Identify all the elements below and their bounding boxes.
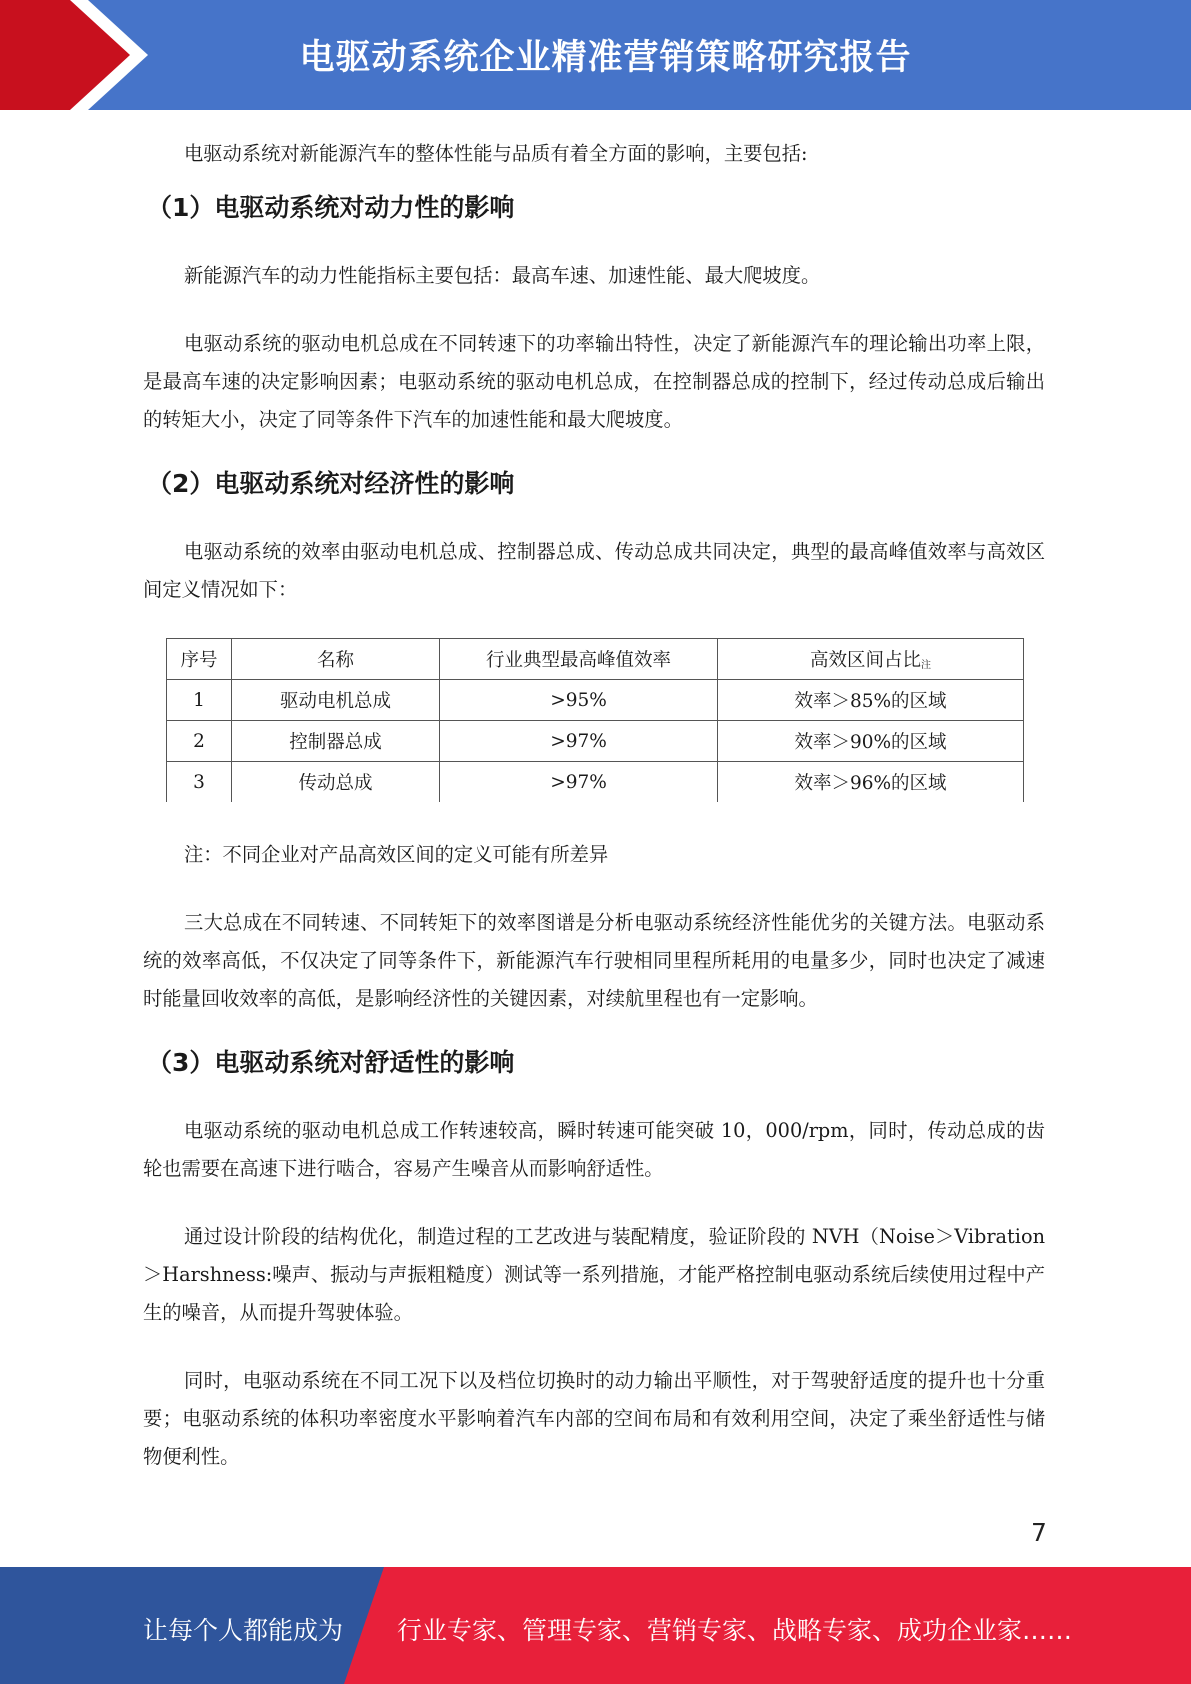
page-footer bbox=[0, 1567, 1191, 1684]
intro-paragraph: 电驱动系统对新能源汽车的整体性能与品质有着全方面的影响，主要包括: bbox=[184, 142, 808, 165]
section-heading-comfort: （3）电驱动系统对舒适性的影响 bbox=[147, 1048, 515, 1077]
power-paragraph-1: 新能源汽车的动力性能指标主要包括：最高车速、加速性能、最大爬坡度。 bbox=[184, 264, 821, 287]
table-header-label: 高效区间占比 bbox=[809, 650, 921, 671]
efficiency-table bbox=[166, 638, 1024, 802]
table-header-row bbox=[167, 639, 1024, 680]
table-row bbox=[167, 762, 1024, 803]
table-header-cell: 序号 bbox=[167, 639, 232, 680]
report-title: 电驱动系统企业精准营销策略研究报告 bbox=[299, 38, 912, 78]
table-cell: 效率＞85%的区域 bbox=[718, 680, 1024, 721]
page-body bbox=[143, 135, 1045, 1476]
footer-slogan-left: 让每个人都能成为 bbox=[143, 1616, 344, 1645]
comfort-paragraph-1: 电驱动系统的驱动电机总成工作转速较高，瞬时转速可能突破 10，000/rpm，同时，传动总成的齿轮也需要在高速下进行啮合，容易产生噪音从而影响舒适性。 bbox=[143, 1119, 1045, 1180]
table-cell: 效率＞90%的区域 bbox=[718, 721, 1024, 762]
table-cell: 传动总成 bbox=[232, 762, 440, 803]
table-cell: 驱动电机总成 bbox=[232, 680, 440, 721]
table-note: 注：不同企业对产品高效区间的定义可能有所差异 bbox=[184, 843, 609, 866]
table-row bbox=[167, 680, 1024, 721]
table-cell: 3 bbox=[167, 762, 232, 803]
table-cell: 控制器总成 bbox=[232, 721, 440, 762]
table-header-cell: 行业典型最高峰值效率 bbox=[440, 639, 718, 680]
section-heading-economy: （2）电驱动系统对经济性的影响 bbox=[147, 469, 515, 498]
table-cell: >97% bbox=[440, 721, 718, 762]
table-cell: >95% bbox=[440, 680, 718, 721]
table-cell: 2 bbox=[167, 721, 232, 762]
table-row bbox=[167, 721, 1024, 762]
power-paragraph-2: 电驱动系统的驱动电机总成在不同转速下的功率输出特性，决定了新能源汽车的理论输出功率上限，是最高车速的决定影响因素；电驱动系统的驱动电机总成，在控制器总成的控制下，经过传动总成后输出的转矩大小，决定了同等条件下汽车的加速性能和最大爬坡度。 bbox=[143, 332, 1045, 431]
section-heading-power: （1）电驱动系统对动力性的影响 bbox=[147, 193, 515, 222]
economy-paragraph-intro: 电驱动系统的效率由驱动电机总成、控制器总成、传动总成共同决定，典型的最高峰值效率与高效区间定义情况如下： bbox=[143, 540, 1045, 601]
table-cell: 1 bbox=[167, 680, 232, 721]
comfort-paragraph-2: 通过设计阶段的结构优化，制造过程的工艺改进与装配精度，验证阶段的 NVH（Noise＞Vibration＞Harshness:噪声、振动与声振粗糙度）测试等一系列措施，才能严格控制电驱动系统后续使用过程中产生的噪音，从而提升驾驶体验。 bbox=[143, 1225, 1045, 1324]
comfort-paragraph-3: 同时，电驱动系统在不同工况下以及档位切换时的动力输出平顺性，对于驾驶舒适度的提升也十分重要；电驱动系统的体积功率密度水平影响着汽车内部的空间布局和有效利用空间，决定了乘坐舒适性与储物便利性。 bbox=[143, 1369, 1045, 1468]
footer-slogan-right: 行业专家、管理专家、营销专家、战略专家、成功企业家…… bbox=[397, 1616, 1073, 1645]
table-cell: 效率＞96%的区域 bbox=[718, 762, 1024, 803]
page-number: 7 bbox=[1031, 1518, 1047, 1547]
table-note-mark: 注 bbox=[921, 660, 931, 671]
table-header-cell: 名称 bbox=[232, 639, 440, 680]
table-header-cell-with-note bbox=[718, 639, 1024, 680]
page-header bbox=[0, 0, 1191, 110]
table-cell: >97% bbox=[440, 762, 718, 803]
economy-paragraph-2: 三大总成在不同转速、不同转矩下的效率图谱是分析电驱动系统经济性能优劣的关键方法。电驱动系统的效率高低，不仅决定了同等条件下，新能源汽车行驶相同里程所耗用的电量多少，同时也决定了减速时能量回收效率的高低，是影响经济性的关键因素，对续航里程也有一定影响。 bbox=[143, 911, 1045, 1010]
